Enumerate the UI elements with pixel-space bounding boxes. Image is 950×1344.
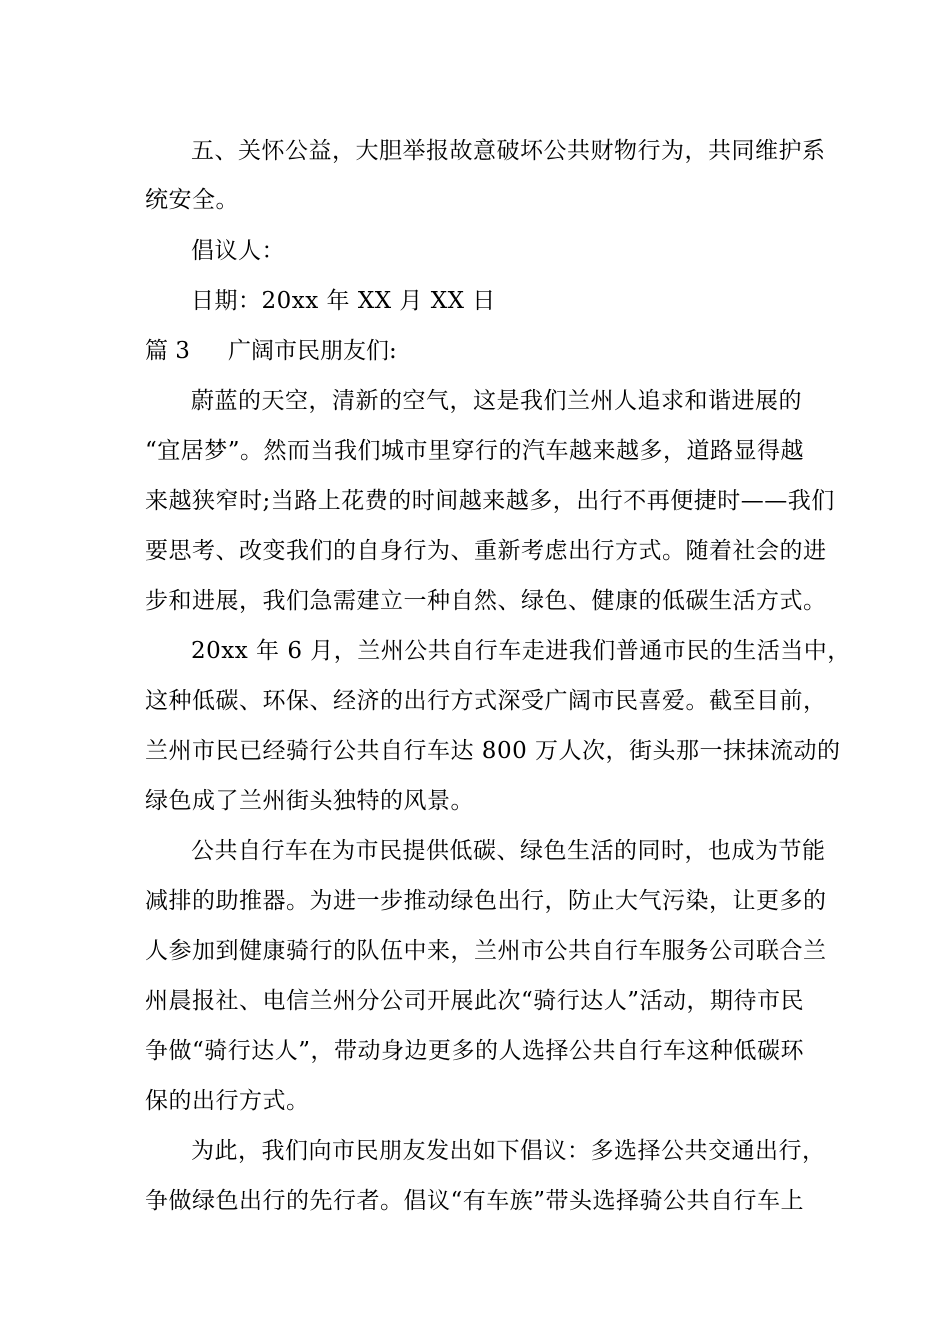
paragraph-line: 人参加到健康骑行的队伍中来，兰州市公共自行车服务公司联合兰 (145, 938, 827, 964)
paragraph-line: 统安全。 (145, 187, 239, 213)
paragraph-line: 要思考、改变我们的自身行为、重新考虑出行方式。随着社会的进 (145, 538, 827, 564)
paragraph-line: 五、关怀公益，大胆举报故意破坏公共财物行为，共同维护系 (191, 138, 826, 164)
paragraph-line: 绿色成了兰州街头独特的风景。 (145, 788, 474, 814)
paragraph-line: 这种低碳、环保、经济的出行方式深受广阔市民喜爱。截至目前， (145, 688, 827, 714)
section-label: 篇 3 (145, 338, 190, 364)
paragraph-line: 减排的助推器。为进一步推动绿色出行，防止大气污染，让更多的 (145, 888, 827, 914)
paragraph-line: 为此，我们向市民朋友发出如下倡议：多选择公共交通出行， (191, 1138, 826, 1164)
paragraph-line: 争做“骑行达人”，带动身边更多的人选择公共自行车这种低碳环 (145, 1038, 805, 1064)
signatory-line: 倡议人： (191, 238, 285, 264)
paragraph-line: 公共自行车在为市民提供低碳、绿色生活的同时，也成为节能 (191, 838, 826, 864)
paragraph-line: 蔚蓝的天空，清新的空气，这是我们兰州人追求和谐进展的 (191, 388, 802, 414)
paragraph-line: 来越狭窄时;当路上花费的时间越来越多，出行不再便捷时——我们 (145, 488, 835, 514)
paragraph-line: 保的出行方式。 (145, 1088, 310, 1114)
paragraph-line: 兰州市民已经骑行公共自行车达 800 万人次，街头那一抹抹流动的 (145, 738, 841, 764)
paragraph-line: 20xx 年 6 月，兰州公共自行车走进我们普通市民的生活当中， (191, 638, 851, 664)
paragraph-line: “宜居梦”。然而当我们城市里穿行的汽车越来越多，道路显得越 (145, 438, 805, 464)
paragraph-line: 步和进展，我们急需建立一种自然、绿色、健康的低碳生活方式。 (145, 588, 827, 614)
date-line: 日期：20xx 年 XX 月 XX 日 (191, 288, 496, 314)
section-greeting: 广阔市民朋友们: (228, 338, 397, 364)
paragraph-line: 州晨报社、电信兰州分公司开展此次“骑行达人”活动，期待市民 (145, 988, 805, 1014)
paragraph-line: 争做绿色出行的先行者。倡议“有车族”带头选择骑公共自行车上 (145, 1188, 805, 1214)
